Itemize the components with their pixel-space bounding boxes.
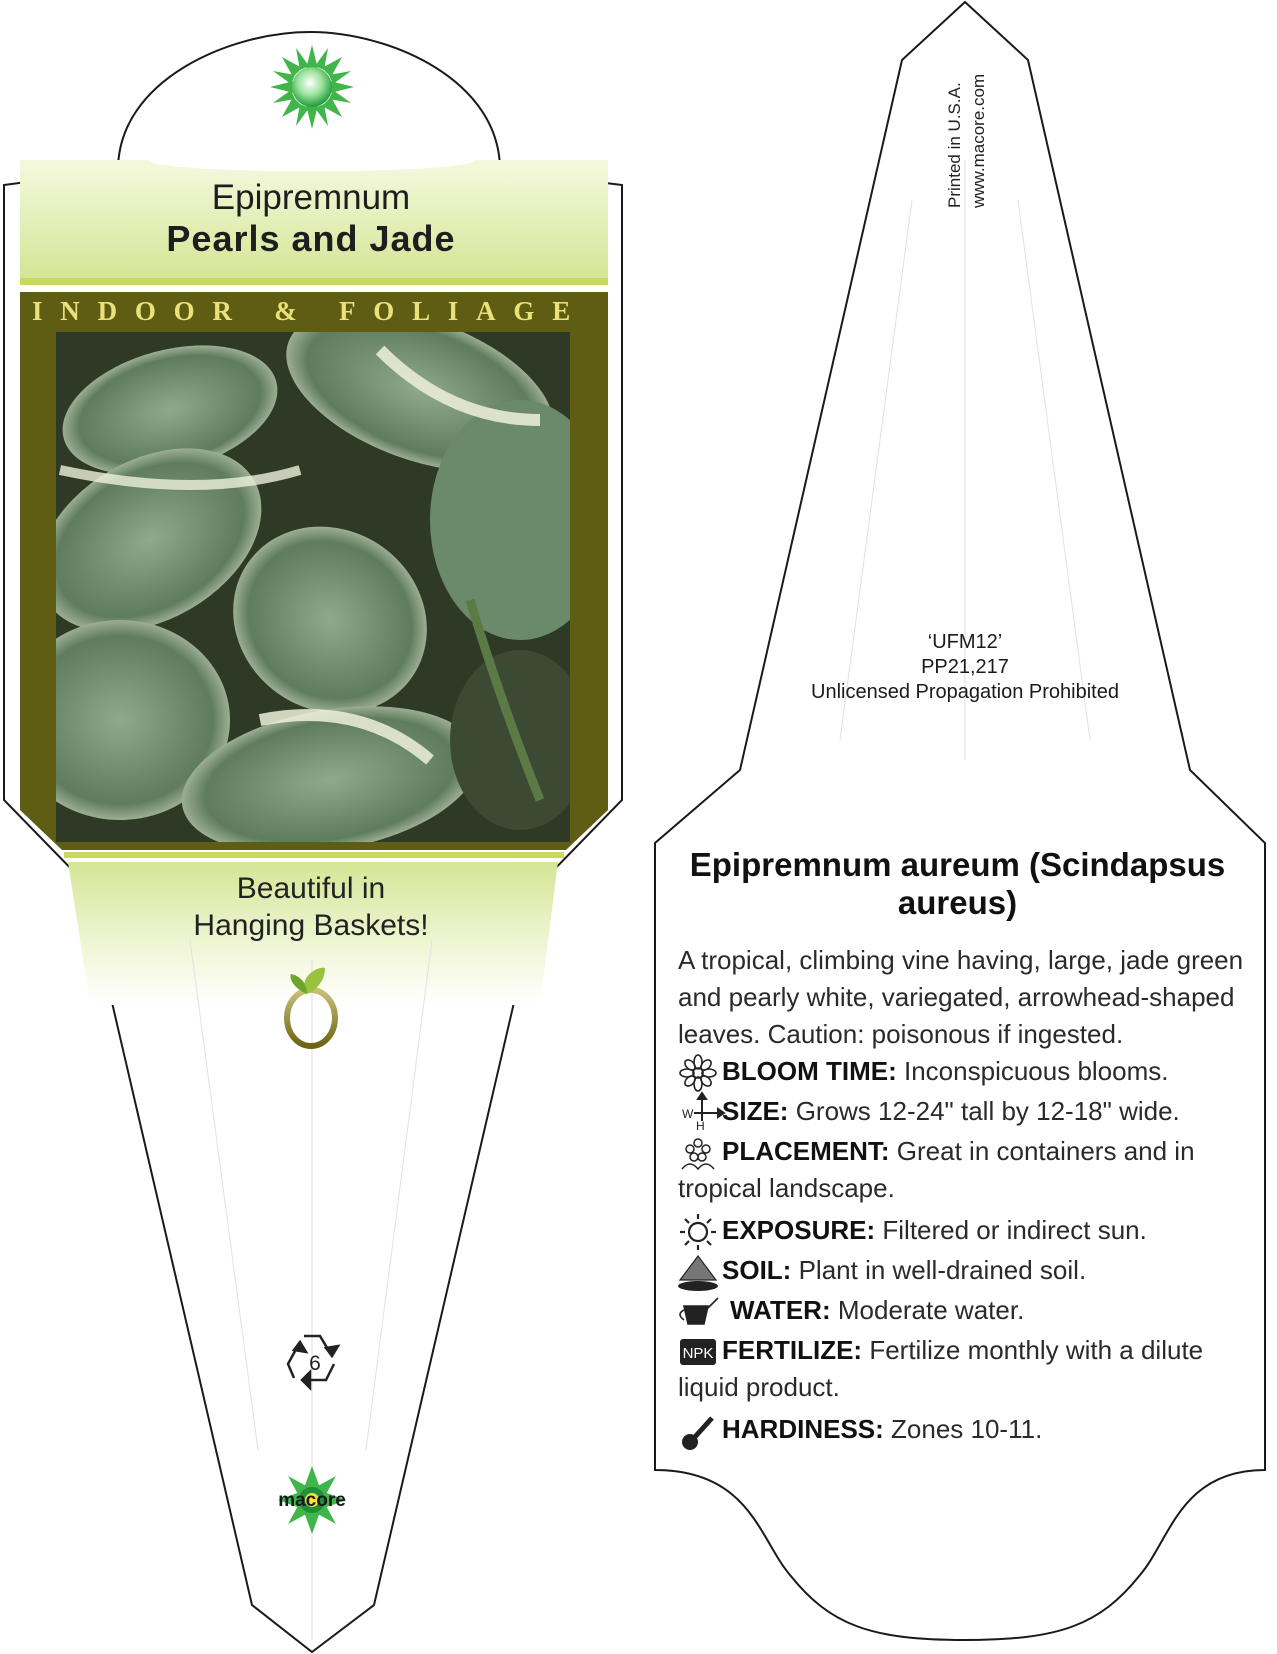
- detail-label: WATER:: [730, 1295, 831, 1325]
- npk-icon-label: NPK: [682, 1345, 714, 1362]
- detail-label: SIZE:: [722, 1096, 789, 1126]
- detail-text: Fertilize monthly with a dilute liquid product.: [678, 1335, 1204, 1402]
- tagline: [140, 870, 482, 944]
- size-icon-w: W: [682, 1107, 694, 1121]
- detail-text: Moderate water.: [837, 1295, 1025, 1325]
- detail-fertilize: [678, 1332, 1258, 1406]
- detail-label: SOIL:: [722, 1255, 792, 1285]
- patent-number: PP21,217: [921, 656, 1009, 678]
- detail-soil: [678, 1252, 1258, 1289]
- detail-water: [678, 1292, 1258, 1329]
- star-burst-icon: [270, 45, 354, 129]
- detail-text: Zones 10-11.: [891, 1414, 1043, 1444]
- category-label: INDOOR & FOLIAGE: [32, 296, 588, 326]
- category-banner: [22, 296, 598, 327]
- cultivar-code: ‘UFM12’: [927, 631, 1003, 653]
- tagline-line1: Beautiful in: [236, 872, 386, 905]
- detail-bloom-time: [678, 1053, 1258, 1090]
- detail-exposure: [678, 1212, 1258, 1249]
- detail-label: PLACEMENT:: [722, 1136, 890, 1166]
- cultivar-name: Pearls and Jade: [166, 218, 456, 259]
- detail-label: FERTILIZE:: [722, 1335, 863, 1365]
- detail-text: Grows 12-24" tall by 12-18" wide.: [795, 1096, 1180, 1126]
- brand-logo-text: macore: [278, 1490, 346, 1511]
- foliage-photo: [6, 276, 610, 875]
- recycle-number: 6: [309, 1352, 321, 1375]
- certification-block: [740, 630, 1190, 705]
- detail-text: Inconspicuous blooms.: [904, 1056, 1169, 1086]
- detail-text: Filtered or indirect sun.: [882, 1215, 1147, 1245]
- detail-hardiness: [678, 1411, 1258, 1448]
- tagline-line2: Hanging Baskets!: [193, 909, 429, 942]
- printed-in-usa: Printed in U.S.A.: [945, 82, 964, 208]
- genus-name: Epipremnum: [211, 178, 411, 217]
- detail-size: [678, 1093, 1258, 1130]
- website-url: www.macore.com: [969, 73, 988, 208]
- detail-label: HARDINESS:: [722, 1414, 884, 1444]
- detail-text: Great in containers and in tropical landscape.: [678, 1136, 1195, 1203]
- detail-label: EXPOSURE:: [722, 1215, 876, 1245]
- size-icon-h: H: [696, 1119, 705, 1133]
- plant-description: A tropical, climbing vine having, large, jade green and pearly white, variegated, arrowhead-shaped leaves. Caution: poisonous if ingested.: [678, 945, 1244, 1049]
- propagation-notice: Unlicensed Propagation Prohibited: [811, 681, 1119, 703]
- scientific-name: Epipremnum aureum (Scindapsus aureus): [689, 846, 1226, 921]
- detail-label: BLOOM TIME:: [722, 1056, 897, 1086]
- detail-placement: [678, 1133, 1258, 1207]
- detail-text: Plant in well-drained soil.: [798, 1255, 1087, 1285]
